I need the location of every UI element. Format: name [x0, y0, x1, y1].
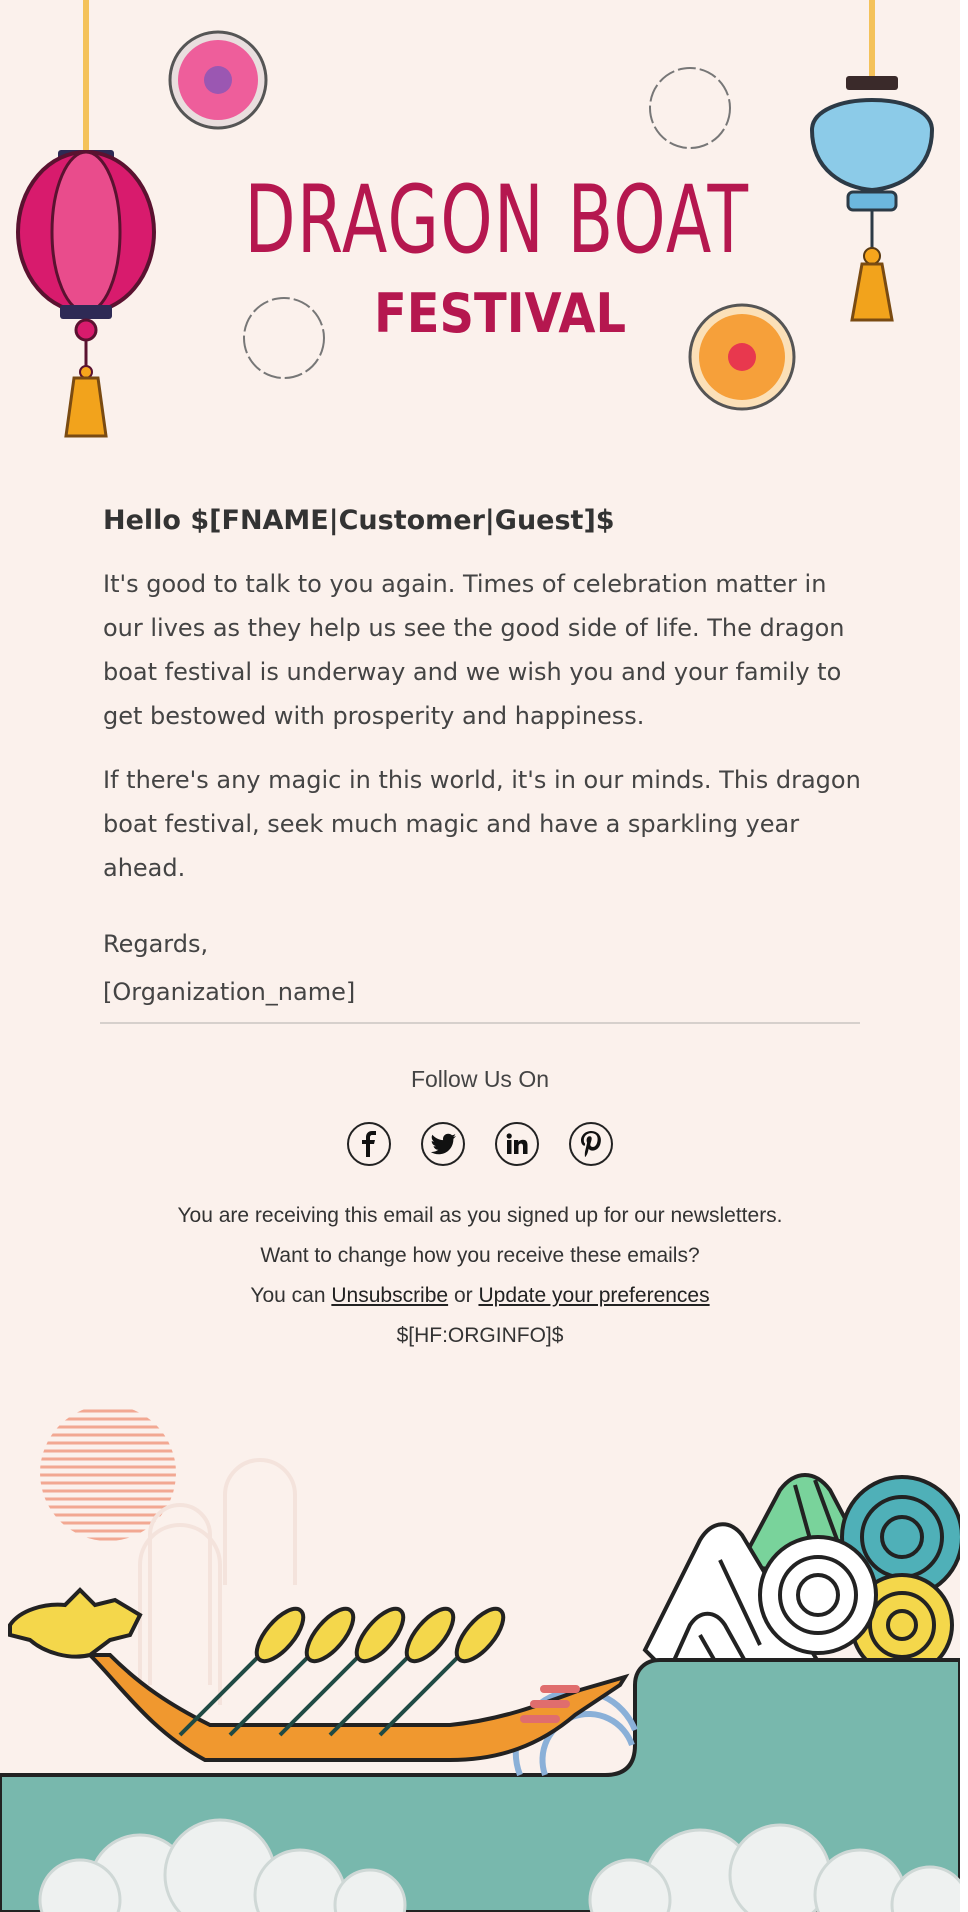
hero-subtitle: FESTIVAL — [374, 282, 626, 345]
social-links — [0, 1122, 960, 1166]
signoff — [103, 920, 863, 1016]
hero-title: DRAGON BOAT — [244, 166, 750, 275]
facebook-link[interactable] — [347, 1122, 391, 1166]
cloud-outline-icon — [650, 68, 730, 148]
white-coil-icon — [760, 1537, 876, 1653]
greeting: Hello $[FNAME|Customer|Guest]$ — [103, 505, 615, 536]
hero-banner — [0, 0, 960, 470]
footer-line-3 — [0, 1276, 960, 1316]
linkedin-link[interactable] — [495, 1122, 539, 1166]
follow-heading: Follow Us On — [410, 1066, 550, 1092]
footer-line-1: You are receiving this email as you signed up for our newsletters. — [177, 1204, 783, 1227]
right-lantern-icon — [812, 0, 932, 320]
organization-name: [Organization_name] — [103, 978, 356, 1006]
update-preferences-link[interactable]: Update your preferences — [478, 1284, 710, 1307]
paragraph-2: If there's any magic in this world, it's in our minds. This dragon boat festival, seek much magic and have a sparkling year ahead. — [103, 766, 861, 882]
cloud-outline-icon — [244, 298, 324, 378]
sun-icon — [30, 1411, 190, 1539]
twitter-link[interactable] — [421, 1122, 465, 1166]
dragon-boat-icon — [10, 1590, 625, 1760]
twitter-icon — [430, 1133, 456, 1155]
facebook-icon — [358, 1131, 380, 1157]
footer-line-2: Want to change how you receive these emails? — [260, 1244, 700, 1267]
paragraph-1: It's good to talk to you again. Times of celebration matter in our lives as they help us see the good side of life. The dragon boat festival is underway and we wish you and your family to get bestowed with prosperity and happiness. — [103, 570, 845, 730]
arch-decoration — [140, 1460, 295, 1705]
org-info: $[HF:ORGINFO]$ — [396, 1324, 564, 1347]
left-lantern-icon — [18, 0, 154, 436]
divider — [100, 1022, 860, 1024]
linkedin-icon — [506, 1133, 528, 1155]
pink-flower-icon — [170, 32, 266, 128]
footer-text — [0, 1196, 960, 1356]
footer-or: or — [453, 1284, 473, 1307]
pinterest-icon — [580, 1131, 602, 1157]
message-content — [103, 505, 863, 1016]
unsubscribe-link[interactable]: Unsubscribe — [331, 1284, 449, 1307]
regards-text: Regards, — [103, 930, 209, 958]
bottom-illustration — [0, 1385, 960, 1912]
footer-line-3-prefix: You can — [250, 1284, 326, 1307]
pinterest-link[interactable] — [569, 1122, 613, 1166]
orange-flower-icon — [690, 305, 794, 409]
